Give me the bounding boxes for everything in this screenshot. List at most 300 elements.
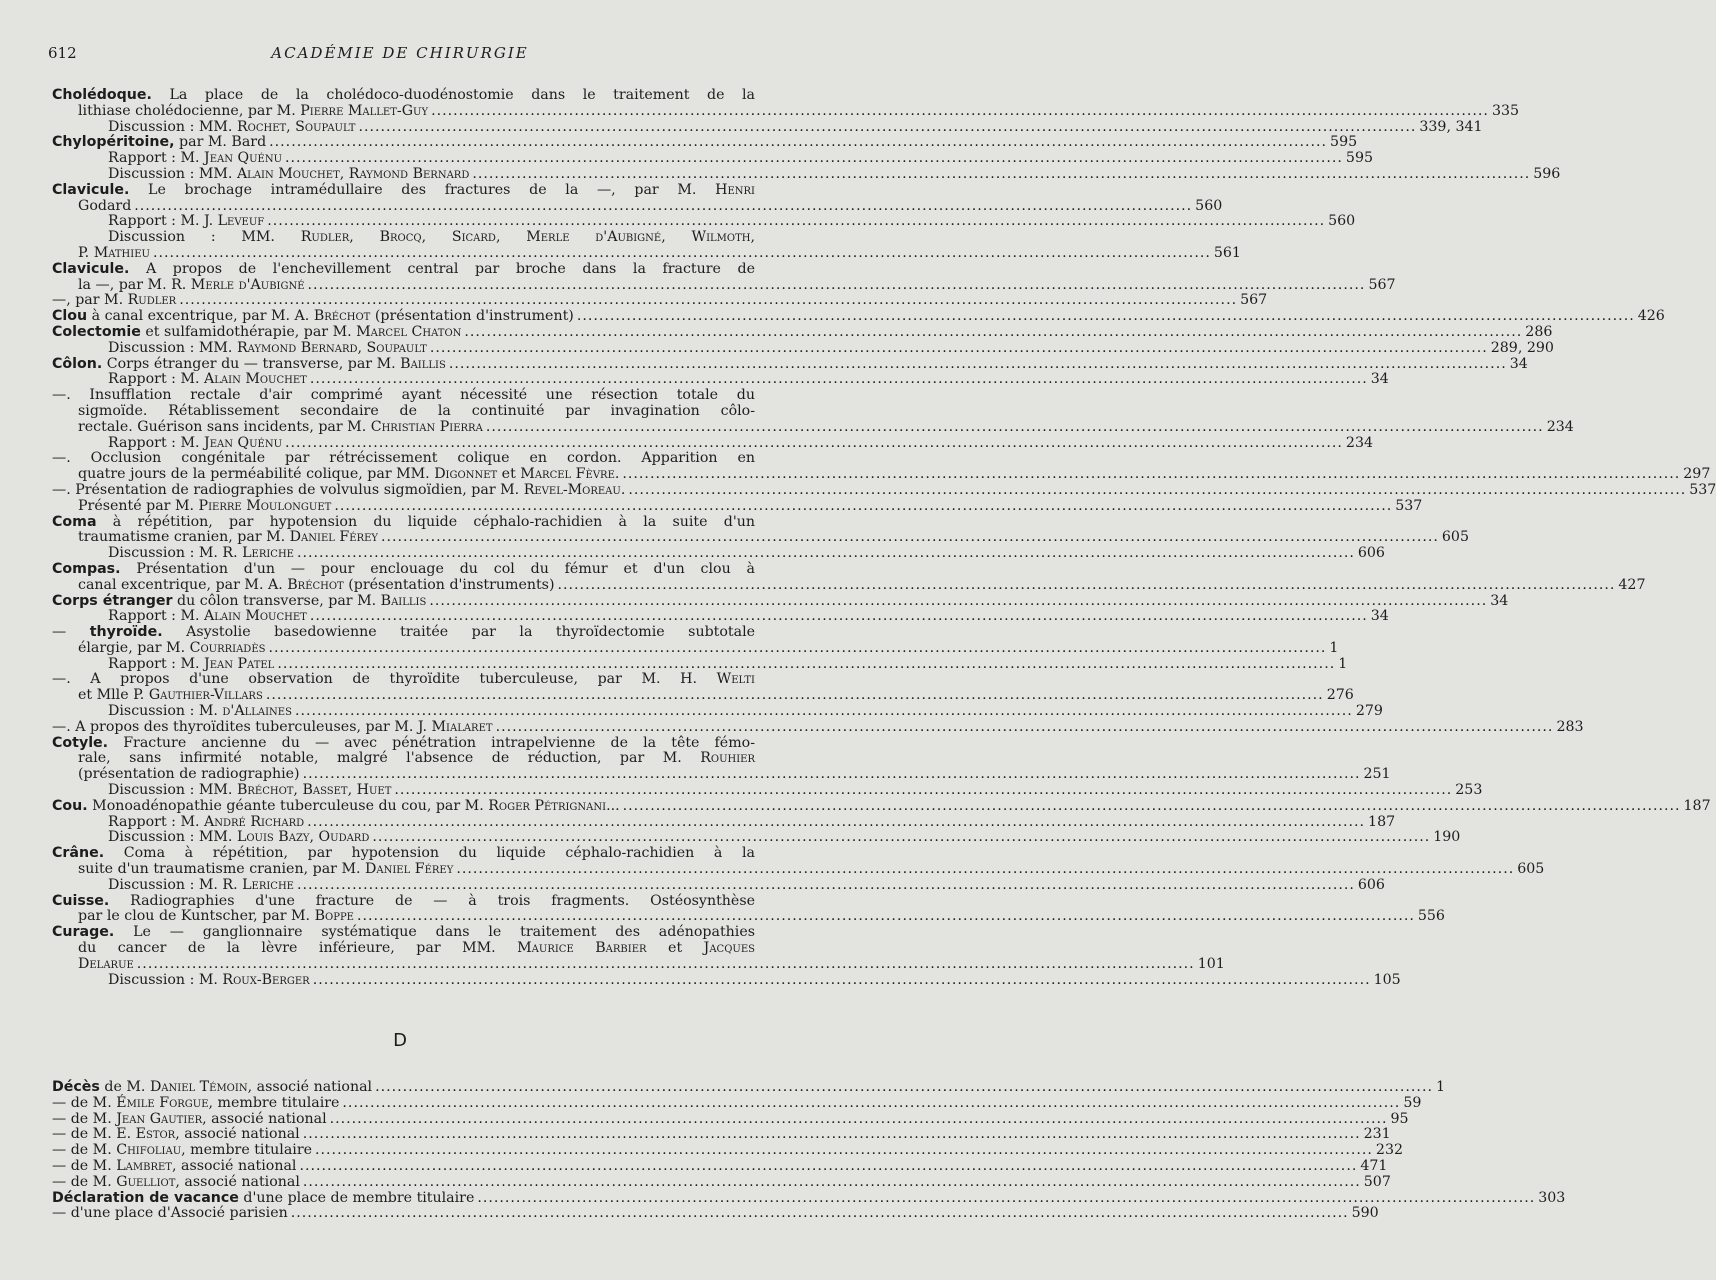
author-name: Mialaret <box>431 718 493 735</box>
index-line <box>52 308 1665 325</box>
author-name: Pierre Mallet-Guy <box>300 102 429 119</box>
index-keyword: Corps étranger <box>52 592 173 609</box>
index-keyword: Clou <box>52 308 88 325</box>
page-reference: 34 <box>1490 592 1509 609</box>
index-line <box>52 672 755 688</box>
page-reference: 605 <box>1517 861 1545 878</box>
index-keyword: thyroïde. <box>89 624 163 641</box>
dot-leader <box>431 104 1489 120</box>
line-text <box>78 499 331 515</box>
index-line <box>52 861 1545 878</box>
line-text <box>78 403 755 419</box>
index-line <box>52 797 1711 815</box>
line-text <box>78 750 755 766</box>
index-keyword: Clavicule. <box>52 260 130 277</box>
index-line <box>52 230 755 246</box>
dot-leader <box>472 167 1530 183</box>
page-reference: 595 <box>1345 150 1374 167</box>
dot-leader <box>334 499 1392 515</box>
author-name: Maurice Barbier <box>517 940 647 957</box>
line-text <box>52 309 574 325</box>
page-reference: 101 <box>1197 955 1225 972</box>
text-fragment: — de M. <box>52 1157 117 1174</box>
author-name: Daniel Témoin <box>149 1079 248 1095</box>
author-name: Digonnet <box>434 466 498 483</box>
page-reference: 279 <box>1355 703 1383 720</box>
line-text <box>108 372 307 388</box>
text-fragment: , associé national <box>175 1126 300 1143</box>
text-fragment: —. A propos des thyroïdites tuberculeuses, par M. J. <box>52 718 432 735</box>
author-name: Jean Quénu <box>204 150 283 167</box>
index-line <box>52 908 1445 925</box>
line-text <box>52 1143 312 1159</box>
index-line <box>52 592 1509 610</box>
text-fragment: (présentation de radiographie) <box>78 766 300 783</box>
text-fragment: canal excentrique, par M. A. <box>78 576 288 593</box>
line-text <box>52 799 620 815</box>
line-text <box>52 1206 288 1222</box>
line-text <box>108 878 294 894</box>
line-text <box>108 704 292 720</box>
line-text <box>78 246 150 262</box>
dot-leader <box>303 1175 1361 1191</box>
text-fragment: — de M. <box>52 1173 117 1190</box>
dot-leader <box>342 1096 1400 1112</box>
text-fragment: sigmoïde. Rétablissement secondaire de la continuité par invagination côlo- <box>78 402 755 419</box>
line-text <box>78 767 300 783</box>
author-name: P. Mathieu <box>78 244 150 261</box>
author-name: Baillis <box>400 355 446 372</box>
index-line <box>52 955 1225 973</box>
author-name: Roger Pétrignani <box>488 797 607 814</box>
index-line <box>52 782 1483 799</box>
text-fragment: rectale. Guérison sans incidents, par M. <box>78 418 371 435</box>
index-line <box>52 1173 1391 1191</box>
index-line <box>52 1079 1445 1096</box>
text-fragment: à répétition, par hypotension du liquide céphalo-rachidien à la suite d'un <box>96 513 755 530</box>
text-fragment: Présentation d'un — pour enclouage du col du fémur et d'un clou à <box>120 560 755 577</box>
page-reference: 537 <box>1395 497 1423 514</box>
author-name: Welti <box>716 671 755 688</box>
dot-leader <box>623 799 1681 815</box>
index-line <box>52 451 755 467</box>
text-fragment: Radiographies d'une fracture de — à trois fragments. Ostéosynthèse <box>109 892 755 909</box>
index-line <box>52 876 1385 894</box>
page-reference: 471 <box>1360 1157 1388 1174</box>
index-line <box>52 292 1268 309</box>
line-text <box>108 151 282 167</box>
index-keyword: Cou. <box>52 797 88 814</box>
text-fragment: —. Présentation de radiographies de volvulus sigmoïdien, par M. <box>52 481 524 498</box>
author-name: Bréchot <box>313 308 371 325</box>
page-reference: 595 <box>1330 134 1358 151</box>
text-fragment: Discussion : M. <box>108 971 223 988</box>
index-keyword: Cuisse. <box>52 892 110 909</box>
text-fragment: Asystolie basedowienne traitée par la thyroïdectomie subtotale <box>162 624 756 641</box>
index-line <box>52 88 755 104</box>
index-line <box>52 529 1469 546</box>
page-reference: 426 <box>1637 308 1665 325</box>
line-text <box>108 341 427 357</box>
text-fragment: Le — ganglionnaire systématique dans le traitement des adénopathies <box>114 924 755 941</box>
line-text <box>52 624 755 640</box>
dot-leader <box>266 688 1324 704</box>
text-fragment: Rapport : M. <box>108 371 205 388</box>
text-fragment: et <box>646 940 704 957</box>
page-reference: 1 <box>1329 639 1339 656</box>
text-fragment: — de M. <box>52 1094 117 1111</box>
page-reference: 556 <box>1417 908 1445 925</box>
author-name: Delarue <box>78 955 134 972</box>
text-fragment: — de M. E. <box>52 1126 136 1143</box>
line-text <box>78 467 619 483</box>
index-line <box>52 404 755 420</box>
text-fragment: —, par M. <box>52 292 128 309</box>
page-reference: 590 <box>1351 1205 1379 1222</box>
dot-leader <box>277 657 1335 673</box>
text-fragment: Discussion : MM. <box>108 118 237 135</box>
page-reference: 105 <box>1373 971 1401 988</box>
line-text <box>78 957 134 973</box>
page-reference: 560 <box>1328 213 1356 230</box>
line-text <box>52 387 755 403</box>
text-fragment: , associé national <box>171 1157 297 1174</box>
index-line <box>52 703 1383 720</box>
text-fragment: —. Insufflation rectale d'air comprimé ayant nécessité une résection totale du <box>52 387 755 404</box>
d-section-column <box>52 1079 1566 1222</box>
page-reference: 289, 290 <box>1490 339 1554 356</box>
text-fragment: par M. Bard <box>174 134 267 151</box>
text-fragment: —. Occlusion congénitale par rétrécissement colique en cordon. Apparition en <box>52 450 755 467</box>
page-header <box>48 44 752 64</box>
line-text <box>52 1191 474 1207</box>
text-fragment: , associé national <box>202 1110 327 1127</box>
text-fragment: à canal excentrique, par M. A. <box>87 308 314 325</box>
page-number: 612 <box>48 44 77 62</box>
index-line <box>52 481 1716 499</box>
line-text <box>52 135 266 151</box>
line-text <box>78 199 131 215</box>
line-text <box>78 641 265 657</box>
index-line <box>52 941 755 957</box>
page-reference: 567 <box>1240 292 1268 309</box>
line-text <box>108 830 369 846</box>
index-line <box>52 183 755 199</box>
author-name: André Richard <box>204 813 305 830</box>
index-column <box>52 87 1716 988</box>
line-text <box>52 1112 327 1128</box>
page-reference: 232 <box>1375 1142 1404 1159</box>
text-fragment: traumatisme cranien, par M. <box>78 529 290 546</box>
author-name: Lambret <box>116 1157 172 1174</box>
dot-leader <box>291 1206 1349 1222</box>
dot-leader <box>310 372 1368 388</box>
index-line <box>52 736 755 752</box>
author-name: Baillis <box>380 592 427 609</box>
author-name: Daniel Férey <box>289 529 378 546</box>
dot-leader <box>381 530 1439 546</box>
index-line <box>52 894 755 910</box>
index-line <box>52 608 1389 625</box>
text-fragment: Godard <box>78 197 132 214</box>
text-fragment: élargie, par M. <box>78 639 190 656</box>
index-line <box>52 751 755 767</box>
line-text <box>78 688 263 704</box>
author-name: Marcel Chaton <box>356 323 462 340</box>
page-reference: 187 <box>1368 813 1396 830</box>
text-fragment: de M. <box>99 1079 150 1095</box>
page-reference: 606 <box>1357 876 1385 893</box>
author-name: Courriadès <box>189 639 266 656</box>
index-line <box>52 1205 1379 1222</box>
text-fragment: Monoadénopathie géante tuberculeuse du cou, par M. <box>87 797 489 814</box>
line-text <box>108 120 355 136</box>
line-text <box>52 1159 296 1175</box>
dot-leader <box>179 293 1237 309</box>
line-text <box>52 261 755 277</box>
text-fragment: d'une place de membre titulaire <box>238 1189 475 1206</box>
author-name: Estor <box>135 1126 176 1143</box>
text-fragment: rale, sans infirmité notable, malgré l'absence de réduction, par M. <box>78 750 701 767</box>
index-line <box>52 718 1584 736</box>
index-line <box>52 244 1241 262</box>
index-line <box>52 813 1396 831</box>
page-reference: 234 <box>1345 434 1374 451</box>
page-reference: 335 <box>1491 102 1520 119</box>
index-keyword: Coma <box>52 513 97 530</box>
line-text <box>52 1127 300 1143</box>
text-fragment: par le clou de Kuntscher, par M. <box>78 908 315 925</box>
author-name: Chifoliau <box>116 1142 182 1159</box>
author-name: Rochet, Soupault <box>236 118 356 135</box>
text-fragment: la —, par M. R. <box>78 276 191 293</box>
page-reference: 283 <box>1556 718 1584 735</box>
text-fragment: Discussion : MM. <box>108 229 301 246</box>
author-name: Christian Pierra <box>370 418 483 435</box>
dot-leader <box>299 1159 1357 1175</box>
line-text <box>52 87 755 103</box>
dot-leader <box>310 609 1368 625</box>
page-reference: 34 <box>1370 608 1389 625</box>
author-name: Gauthier-Villars <box>148 687 263 704</box>
author-name: Louis Bazy, Oudard <box>236 829 370 846</box>
dot-leader <box>153 246 1211 262</box>
line-text <box>108 973 310 989</box>
page-reference: 286 <box>1525 323 1553 340</box>
author-name: Émile Forgue <box>116 1094 209 1111</box>
index-line <box>52 388 755 404</box>
line-text <box>52 845 755 861</box>
index-line <box>52 625 755 641</box>
index-keyword: Clavicule. <box>52 181 130 198</box>
page-reference: 537 <box>1689 481 1716 498</box>
index-line <box>52 925 755 941</box>
author-name: Guelliot <box>116 1173 176 1190</box>
line-text <box>52 1080 372 1096</box>
page-reference: 190 <box>1433 829 1461 846</box>
dot-leader <box>137 957 1195 973</box>
index-line <box>52 339 1554 357</box>
index-line <box>52 134 1358 151</box>
index-line <box>52 213 1356 230</box>
line-text <box>108 167 469 183</box>
text-fragment: (présentation d'instrument) <box>370 308 574 325</box>
line-text <box>52 450 755 466</box>
line-text <box>108 546 294 562</box>
index-line <box>52 829 1461 846</box>
index-line <box>52 466 1711 483</box>
page-reference: 339, 341 <box>1419 118 1483 135</box>
dot-leader <box>297 878 1355 894</box>
dot-leader <box>372 830 1430 846</box>
page-reference: 234 <box>1546 418 1574 435</box>
author-name: Rudler, Brocq, Sicard, Merle d'Aubigné, Wilmoth, <box>300 229 755 246</box>
text-fragment: Le brochage intramédullaire des fractures de la —, par M. <box>129 181 716 198</box>
index-keyword: Déclaration de vacance <box>52 1189 239 1206</box>
line-text <box>78 104 428 120</box>
dot-leader <box>330 1112 1388 1128</box>
author-name: Merle d'Aubigné <box>190 276 305 293</box>
text-fragment: Discussion : MM. <box>108 339 237 356</box>
author-name: d'Allaines <box>222 703 292 720</box>
index-keyword: Côlon. <box>52 355 103 372</box>
index-keyword: Chylopéritoine, <box>52 134 175 151</box>
index-line <box>52 1189 1566 1207</box>
dot-leader <box>429 594 1487 610</box>
text-fragment: Discussion : MM. <box>108 782 237 799</box>
text-fragment: et <box>497 466 521 483</box>
page-reference: 596 <box>1533 165 1561 182</box>
text-fragment: du côlon transverse, par M. <box>172 592 381 609</box>
author-name: Jacques <box>703 940 755 957</box>
text-fragment: Rapport : M. <box>108 150 205 167</box>
dot-leader <box>269 135 1327 151</box>
index-line <box>52 1126 1391 1143</box>
dot-leader <box>315 1143 1373 1159</box>
index-line <box>52 1094 1422 1112</box>
page-reference: 606 <box>1357 545 1385 562</box>
index-keyword: Curage. <box>52 924 115 941</box>
index-line <box>52 102 1520 120</box>
text-fragment: . <box>614 466 620 483</box>
dot-leader <box>134 199 1192 215</box>
dot-leader <box>313 973 1371 989</box>
text-fragment: Discussion : MM. <box>108 165 237 182</box>
text-fragment: , membre titulaire <box>181 1142 313 1159</box>
author-name: Bréchot <box>287 576 344 593</box>
line-text <box>52 325 461 341</box>
line-text <box>52 720 493 736</box>
text-fragment: — de M. <box>52 1110 117 1127</box>
text-fragment: . <box>620 481 626 498</box>
text-fragment: Corps étranger du — transverse, par M. <box>102 355 401 372</box>
author-name: Pierre Moulonguet <box>198 497 332 514</box>
page-reference: 297 <box>1683 466 1711 483</box>
index-line <box>52 418 1574 436</box>
line-text <box>52 1096 339 1112</box>
text-fragment: Fracture ancienne du — avec pénétration intrapelvienne de la tête fémo- <box>108 734 755 751</box>
index-keyword: Cotyle. <box>52 734 109 751</box>
author-name: Alain Mouchet <box>204 371 307 388</box>
line-text <box>78 278 305 294</box>
index-line <box>52 766 1391 783</box>
line-text <box>78 578 555 594</box>
dot-leader <box>308 278 1366 294</box>
index-line <box>52 639 1339 657</box>
line-text <box>78 909 354 925</box>
index-line <box>52 846 755 862</box>
author-name: Alain Mouchet, Raymond Bernard <box>236 165 470 182</box>
page-reference: 231 <box>1363 1126 1391 1143</box>
author-name: Jean Patel <box>204 655 275 672</box>
text-fragment: Discussion : M. R. <box>108 876 243 893</box>
index-line <box>52 1142 1404 1159</box>
author-name: Bréchot, Basset, Huet <box>236 782 392 799</box>
text-fragment: , membre titulaire <box>208 1094 340 1111</box>
text-fragment: Rapport : M. <box>108 434 205 451</box>
index-line <box>52 515 755 531</box>
page-reference: 303 <box>1538 1189 1566 1206</box>
text-fragment: Discussion : M. R. <box>108 545 243 562</box>
index-line <box>52 1110 1409 1128</box>
dot-leader <box>297 546 1355 562</box>
line-text <box>52 893 755 909</box>
line-text <box>108 815 304 831</box>
text-fragment: — d'une place d'Associé parisien <box>52 1205 288 1222</box>
page-reference: 187 <box>1683 797 1711 814</box>
line-text <box>52 483 625 499</box>
text-fragment: Discussion : M. <box>108 703 223 720</box>
index-line <box>52 323 1553 341</box>
dot-leader <box>375 1080 1433 1096</box>
text-fragment: —. A propos d'une observation de thyroïdite tuberculeuse, par M. H. <box>52 671 717 688</box>
index-line <box>52 971 1401 989</box>
dot-leader <box>449 357 1507 373</box>
dot-leader <box>303 1127 1361 1143</box>
author-name: Roux-Berger <box>222 971 310 988</box>
index-line <box>52 355 1528 373</box>
page-reference: 567 <box>1368 276 1396 293</box>
text-fragment: Discussion : MM. <box>108 829 237 846</box>
line-text <box>52 182 755 198</box>
text-fragment: quatre jours de la perméabilité colique, par MM. <box>78 466 435 483</box>
index-keyword: Cholédoque. <box>52 87 152 103</box>
index-line <box>52 197 1223 215</box>
index-line <box>52 262 755 278</box>
line-text <box>52 561 755 577</box>
line-text <box>78 530 378 546</box>
page-reference: 34 <box>1370 371 1389 388</box>
dot-leader <box>558 578 1616 594</box>
author-name: Jean Gautier <box>116 1110 203 1127</box>
index-line <box>52 545 1385 562</box>
line-text <box>108 657 274 673</box>
dot-leader <box>464 325 1522 341</box>
author-name: Marcel Fèvre <box>520 466 615 483</box>
author-name: Revel-Moreau <box>523 481 621 498</box>
line-text <box>52 671 755 687</box>
page-reference: 276 <box>1326 687 1354 704</box>
index-line <box>52 371 1389 388</box>
index-line <box>52 687 1354 704</box>
page-reference: 1 <box>1435 1079 1445 1095</box>
dot-leader <box>394 783 1452 799</box>
author-name: Leveuf <box>217 213 265 230</box>
line-text <box>108 214 264 230</box>
dot-leader <box>358 120 1416 136</box>
text-fragment: Rapport : M. J. <box>108 213 218 230</box>
page-reference: 95 <box>1390 1110 1409 1127</box>
